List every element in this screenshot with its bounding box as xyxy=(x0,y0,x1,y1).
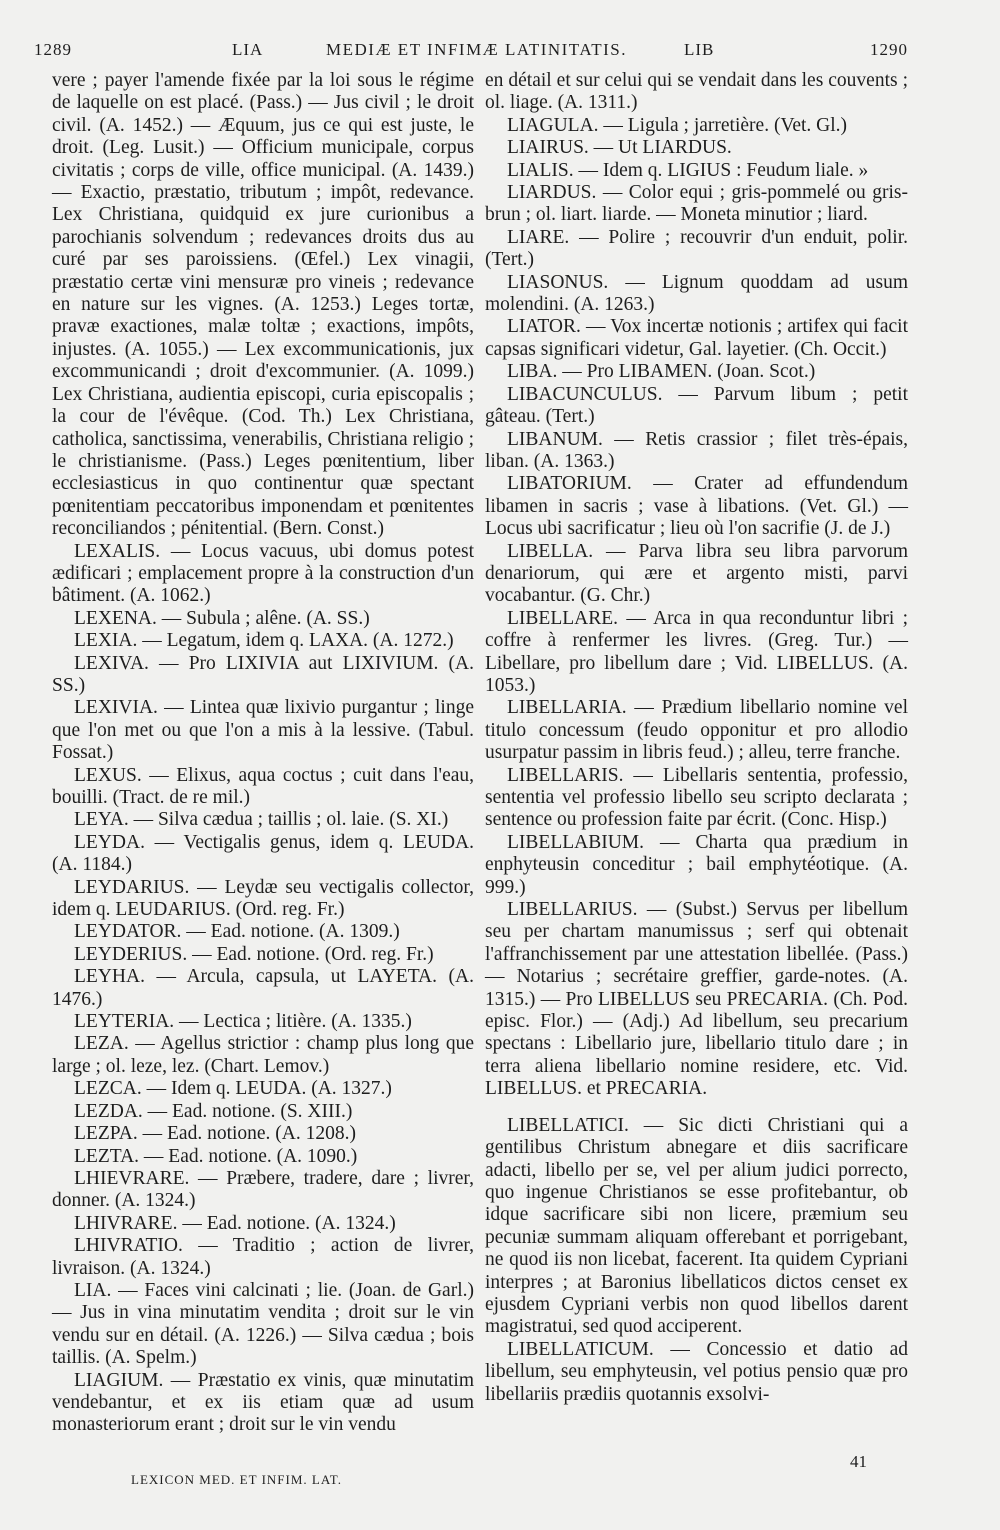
dictionary-entry: LIBELLABIUM. — Charta qua prædium in enphyteusin conceditur ; bail emphytéotique. (A. 999.) xyxy=(485,831,908,898)
dictionary-entry: LEXALIS. — Locus vacuus, ubi domus potest ædificari ; emplacement propre à la construction d'un bâtiment. (A. 1062.) xyxy=(52,540,474,607)
dictionary-entry: LIBELLATICI. — Sic dicti Christiani qui a gentilibus Christum abnegare et diis sacrificare adacti, libello per se, vel per alium judici porrecto, quo ingenue Christianos se esse profitebantur, ob idque sacrificare sibi non licere, præmium seu pecuniæ summam aliquam offerebant et porrigebant, ne quod iis non licebat, facerent. Ita quidem Cypriani interpres ; at Baronius libellaticos dictos censet ex ejusdem Cypriani verbis non quod libellos darent magistratui, sed quod acciperent. xyxy=(485,1114,908,1338)
dictionary-entry: LIATOR. — Vox incertæ notionis ; artifex qui facit capsas significari videtur, Gal. layetier. (Ch. Occit.) xyxy=(485,316,908,360)
dictionary-entry: LEYHA. — Arcula, capsula, ut LAYETA. (A. 1476.) xyxy=(52,966,474,1010)
running-headword-right: LIB xyxy=(684,40,715,59)
dictionary-entry: LIBELLARIA. — Prædium libellario nomine vel titulo concessum (feudo opponitur et pro allodio usurpatur passim in libris feud.) ; alleu, terre franche. xyxy=(485,697,908,764)
dictionary-entry: LEZA. — Agellus strictior : champ plus long que large ; ol. leze, lez. (Chart. Lemov.) xyxy=(52,1033,474,1077)
dictionary-entry: LEYDERIUS. — Ead. notione. (Ord. reg. Fr.) xyxy=(74,943,434,965)
dictionary-entry: LEZDA. — Ead. notione. (S. XIII.) xyxy=(74,1100,353,1122)
dictionary-entry: LIARDUS. — Color equi ; gris-pommelé ou gris-brun ; ol. liart. liarde. — Moneta minutior ; liard. xyxy=(485,182,908,226)
right-column xyxy=(485,70,908,1406)
dictionary-entry: LHIVRATIO. — Traditio ; action de livrer, livraison. (A. 1324.) xyxy=(52,1235,474,1279)
dictionary-entry: LEXENA. — Subula ; alêne. (A. SS.) xyxy=(74,607,370,629)
footer-signature: LEXICON MED. ET INFIM. LAT. xyxy=(131,1472,343,1487)
dictionary-entry: LEXIVA. — Pro LIXIVIA aut LIXIVIUM. (A. SS.) xyxy=(52,652,474,696)
dictionary-entry: en détail et sur celui qui se vendait dans les couvents ; ol. liage. (A. 1311.) xyxy=(485,70,908,114)
dictionary-entry: LIASONUS. — Lignum quoddam ad usum molendini. (A. 1263.) xyxy=(485,271,908,316)
dictionary-entry: LIBATORIUM. — Crater ad effundendum libamen in sacris ; vase à libations. (Vet. Gl.) — Locus ubi sacrificatur ; lieu où l'on sacrifie (J. de J.) xyxy=(485,473,908,540)
dictionary-entry: LEXIA. — Legatum, idem q. LAXA. (A. 1272.) xyxy=(74,630,454,652)
dictionary-entry: LEYTERIA. — Lectica ; litière. (A. 1335.) xyxy=(74,1011,412,1033)
dictionary-entry: LIBELLARIS. — Libellaris sententia, professio, sententia vel professio libello seu scripto declarata ; sentence ou profession faite par écrit. (Conc. Hisp.) xyxy=(485,764,908,831)
left-column xyxy=(52,70,474,1437)
entry-gap xyxy=(485,1101,908,1115)
dictionary-entry: LIAIRUS. — Ut LIARDUS. xyxy=(507,137,732,159)
running-headword-left: LIA xyxy=(232,40,264,59)
dictionary-entry: LIARE. — Polire ; recouvrir d'un enduit, polir. (Tert.) xyxy=(485,226,908,271)
footer-signature-number: 41 xyxy=(850,1452,867,1471)
dictionary-entry: LIBELLATICUM. — Concessio et datio ad libellum, seu emphyteusin, vel potius pensio quæ pro libellariis prædiis quotannis exsolvi- xyxy=(485,1338,908,1405)
dictionary-entry: LHIVRARE. — Ead. notione. (A. 1324.) xyxy=(74,1212,396,1234)
dictionary-entry: LIBACUNCULUS. — Parvum libum ; petit gâteau. (Tert.) xyxy=(485,383,908,428)
dictionary-entry: LEYDA. — Vectigalis genus, idem q. LEUDA. (A. 1184.) xyxy=(52,831,474,876)
dictionary-entry: LIAGIUM. — Præstatio ex vinis, quæ minutatim vendebantur, et ex iis etiam quæ ad usum monasteriorum erant ; droit sur le vin vendu xyxy=(52,1369,474,1436)
dictionary-entry: LEXIVIA. — Lintea quæ lixivio purgantur ; linge que l'on met ou que l'on a mis à la lessive. (Tabul. Fossat.) xyxy=(52,697,474,764)
dictionary-entry: LEZTA. — Ead. notione. (A. 1090.) xyxy=(74,1145,358,1167)
dictionary-entry: LEZCA. — Idem q. LEUDA. (A. 1327.) xyxy=(74,1078,392,1100)
dictionary-entry: LIALIS. — Idem q. LIGIUS : Feudum liale. » xyxy=(507,159,869,181)
dictionary-entry: LIBELLA. — Parva libra seu libra parvorum denariorum, qui ære et argento misti, parvi vocabantur. (G. Chr.) xyxy=(485,540,908,607)
dictionary-entry: LEXUS. — Elixus, aqua coctus ; cuit dans l'eau, bouilli. (Tract. de re mil.) xyxy=(52,764,474,808)
dictionary-entry: LIBELLARE. — Arca in qua reconduntur libri ; coffre à renfermer les livres. (Greg. Tur.) — Libellare, pro libellum dare ; Vid. LIBELLUS. (A. 1053.) xyxy=(485,607,908,696)
dictionary-entry: LIA. — Faces vini calcinati ; lie. (Joan. de Garl.) — Jus in vina minutatim vendita ; droit sur le vin vendu sur en détail. (A. 1226.) — Silva cædua ; bois taillis. (A. Spelm.) xyxy=(52,1279,474,1369)
dictionary-entry: LEZPA. — Ead. notione. (A. 1208.) xyxy=(74,1123,356,1145)
page-header xyxy=(34,40,908,70)
dictionary-entry: LEYA. — Silva cædua ; taillis ; ol. laie. (S. XI.) xyxy=(74,809,449,831)
dictionary-entry: vere ; payer l'amende fixée par la loi sous le régime de laquelle on est placé. (Pass.) — Jus civil ; le droit civil. (A. 1452.) — Æquum, jus ce qui est juste, le droit. (Leg. Lusit.) — Officium municipale, corpus civitatis ; corps de ville, office municipal. (A. 1439.) — Exactio, præstatio, tributum ; impôt, redevance. Lex Christiana, quidquid ex jure curionibus a parochianis solvendum ; redevances droits dus au curé par ses paroissiens. (Œfel.) Lex vinagii, præstatio certæ vini mensuræ pro vineis ; redevance en nature sur les vignes. (A. 1253.) Leges tortæ, pravæ exactiones, malæ toltæ ; exactions, impôts, injustes. (A. 1055.) — Lex excommunicationis, jux excommunicandi ; droit d'excommunier. (A. 1099.) Lex Christiana, audientia episcopi, curia episcopalis ; la cour de l'évêque. (Cod. Th.) Lex Christiana, catholica, sanctissima, venerabilis, Christiana religio ; le christianisme. (Pass.) Leges pœnitentium, liber ecclesiasticus in quo continentur quæ spectant pœnitentiam peccatoribus imponendam et pœnitentes reconciliandos ; pénitential. (Bern. Const.) xyxy=(52,70,474,540)
dictionary-entry: LHIEVRARE. — Præbere, tradere, dare ; livrer, donner. (A. 1324.) xyxy=(52,1167,474,1212)
dictionary-entry: LEYDATOR. — Ead. notione. (A. 1309.) xyxy=(74,921,400,943)
dictionary-entry: LEYDARIUS. — Leydæ seu vectigalis collector, idem q. LEUDARIUS. (Ord. reg. Fr.) xyxy=(52,876,474,921)
running-title: MEDIÆ ET INFIMÆ LATINITATIS. xyxy=(326,40,627,59)
dictionary-entry: LIBANUM. — Retis crassior ; filet très-épais, liban. (A. 1363.) xyxy=(485,428,908,472)
dictionary-entry: LIBELLARIUS. — (Subst.) Servus per libellum seu per chartam manumissus ; serf qui obtenait l'affranchissement par une attestation libellée. (Pass.) — Notarius ; secrétaire greffier, garde-notes. (A. 1315.) — Pro LIBELLUS seu PRECARIA. (Ch. Pod. episc. Flor.) — (Adj.) Ad libellum, seu precarium spectans : Libellario jure, libellario titulo dare ; in terra aliena libellario nomine residere, etc. Vid. LIBELLUS. et PRECARIA. xyxy=(485,899,908,1100)
dictionary-entry: LIAGULA. — Ligula ; jarretière. (Vet. Gl.) xyxy=(507,114,848,136)
dictionary-entry: LIBA. — Pro LIBAMEN. (Joan. Scot.) xyxy=(507,361,816,383)
page-number-right: 1290 xyxy=(870,40,908,59)
page-number-left: 1289 xyxy=(34,40,72,59)
